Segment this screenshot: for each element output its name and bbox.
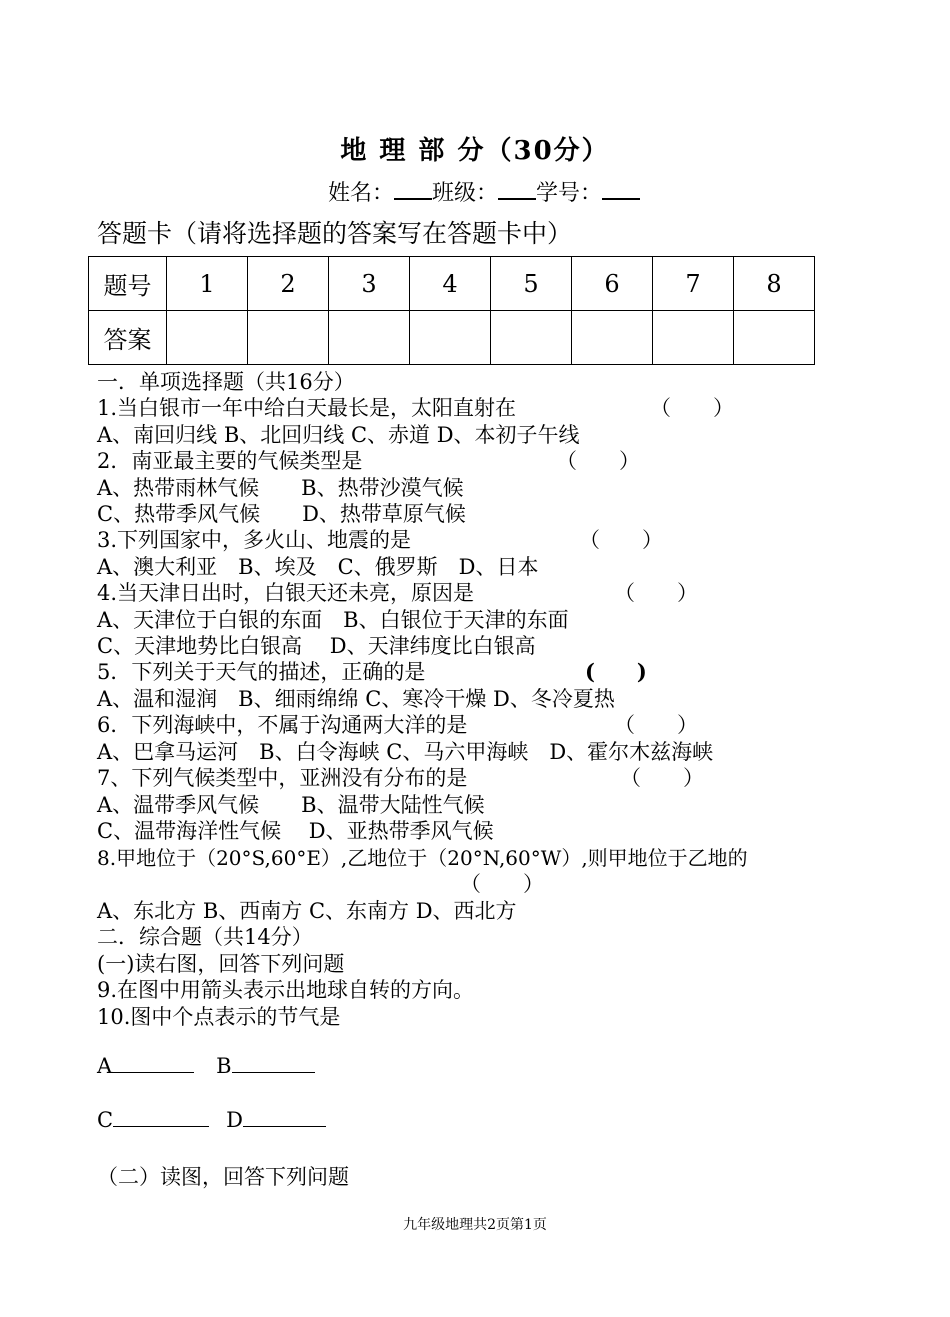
number-cell: 2 <box>248 257 329 311</box>
question-stem: 3.下列国家中，多火山、地震的是 <box>97 528 412 552</box>
answer-card-table <box>88 256 815 365</box>
answer-parentheses: （ ） <box>614 713 698 737</box>
question-options: C、温带海洋性气候 D、亚热带季风气候 <box>97 819 494 843</box>
number-header: 题号 <box>89 257 167 311</box>
answer-cell[interactable] <box>329 311 410 365</box>
answer-cell[interactable] <box>572 311 653 365</box>
number-row <box>89 257 815 311</box>
blank-b-line[interactable] <box>232 1054 315 1073</box>
number-cell: 7 <box>653 257 734 311</box>
part2-heading: （二）读图，回答下列问题 <box>97 1165 349 1189</box>
question-stem: 5．下列关于天气的描述，正确的是 <box>97 660 426 684</box>
name-label: 姓名： <box>328 181 395 206</box>
answer-parentheses: （ ） <box>620 766 704 790</box>
blank-a-label: A <box>97 1054 113 1078</box>
question-stem: 6．下列海峡中，不属于沟通两大洋的是 <box>97 713 468 737</box>
answer-parentheses: （ ） <box>650 396 734 420</box>
answer-cell[interactable] <box>491 311 572 365</box>
answer-cell[interactable] <box>167 311 248 365</box>
question-stem: 8.甲地位于（20°S,60°E）,乙地位于（20°N,60°W）,则甲地位于乙地的 <box>97 846 748 870</box>
answer-row <box>89 311 815 365</box>
question-stem: 4.当天津日出时，白银天还未亮，原因是 <box>97 581 475 605</box>
id-label: 学号： <box>536 181 603 206</box>
answer-parentheses: （ ） <box>556 449 640 473</box>
question-options: A、热带雨林气候 B、热带沙漠气候 <box>97 476 464 500</box>
answer-parentheses: （ ） <box>579 528 663 552</box>
question-options: A、温和湿润 B、细雨绵绵 C、寒冷干燥 D、冬冷夏热 <box>97 687 615 711</box>
id-blank[interactable] <box>602 180 640 200</box>
question-options: C、热带季风气候 D、热带草原气候 <box>97 502 466 526</box>
name-blank[interactable] <box>394 180 432 200</box>
blank-d-label: D <box>226 1108 243 1132</box>
answer-cell[interactable] <box>653 311 734 365</box>
number-cell: 5 <box>491 257 572 311</box>
blank-c-label: C <box>97 1108 114 1132</box>
question-options: C、天津地势比白银高 D、天津纬度比白银高 <box>97 634 536 658</box>
blank-row-ab <box>97 1054 315 1078</box>
question-options: A、澳大利亚 B、埃及 C、俄罗斯 D、日本 <box>97 555 539 579</box>
number-cell: 1 <box>167 257 248 311</box>
blank-b-label: B <box>216 1054 232 1078</box>
question-options: A、巴拿马运河 B、白令海峡 C、马六甲海峡 D、霍尔木兹海峡 <box>97 740 714 764</box>
answer-cell[interactable] <box>410 311 491 365</box>
class-label: 班级： <box>432 181 499 206</box>
answer-parentheses: ( ) <box>585 659 647 684</box>
number-cell: 3 <box>329 257 410 311</box>
answer-cell[interactable] <box>734 311 815 365</box>
page-title: 地 理 部 分（30分） <box>340 136 610 166</box>
section2-heading: 二．综合题（共14分） <box>97 925 313 949</box>
answer-header: 答案 <box>89 311 167 365</box>
number-cell: 6 <box>572 257 653 311</box>
blank-a-line[interactable] <box>112 1054 194 1073</box>
number-cell: 4 <box>410 257 491 311</box>
question-9: 9.在图中用箭头表示出地球自转的方向。 <box>97 978 475 1002</box>
question-options: A、天津位于白银的东面 B、白银位于天津的东面 <box>97 608 569 632</box>
class-blank[interactable] <box>498 180 536 200</box>
question-options: A、南回归线 B、北回归线 C、赤道 D、本初子午线 <box>97 423 580 447</box>
answer-parentheses: （ ） <box>614 581 698 605</box>
page-footer: 九年级地理共2页第1页 <box>403 1217 547 1233</box>
student-info <box>328 176 640 207</box>
question-options: A、温带季风气候 B、温带大陆性气候 <box>97 793 485 817</box>
question-stem: 7、下列气候类型中，亚洲没有分布的是 <box>97 766 468 790</box>
answer-parentheses: （ ） <box>460 872 544 896</box>
part1-heading: (一)读右图，回答下列问题 <box>97 952 345 976</box>
answer-card-title: 答题卡（请将选择题的答案写在答题卡中） <box>97 219 573 248</box>
blank-d-line[interactable] <box>243 1108 326 1127</box>
blank-row-cd <box>97 1108 326 1132</box>
answer-cell[interactable] <box>248 311 329 365</box>
number-cell: 8 <box>734 257 815 311</box>
question-stem: 2．南亚最主要的气候类型是 <box>97 449 363 473</box>
blank-c-line[interactable] <box>113 1108 209 1127</box>
question-stem: 1.当白银市一年中给白天最长是，太阳直射在 <box>97 396 517 420</box>
section1-heading: 一．单项选择题（共16分） <box>97 370 355 394</box>
question-10: 10.图中个点表示的节气是 <box>97 1005 341 1029</box>
question-options: A、东北方 B、西南方 C、东南方 D、西北方 <box>97 899 517 923</box>
